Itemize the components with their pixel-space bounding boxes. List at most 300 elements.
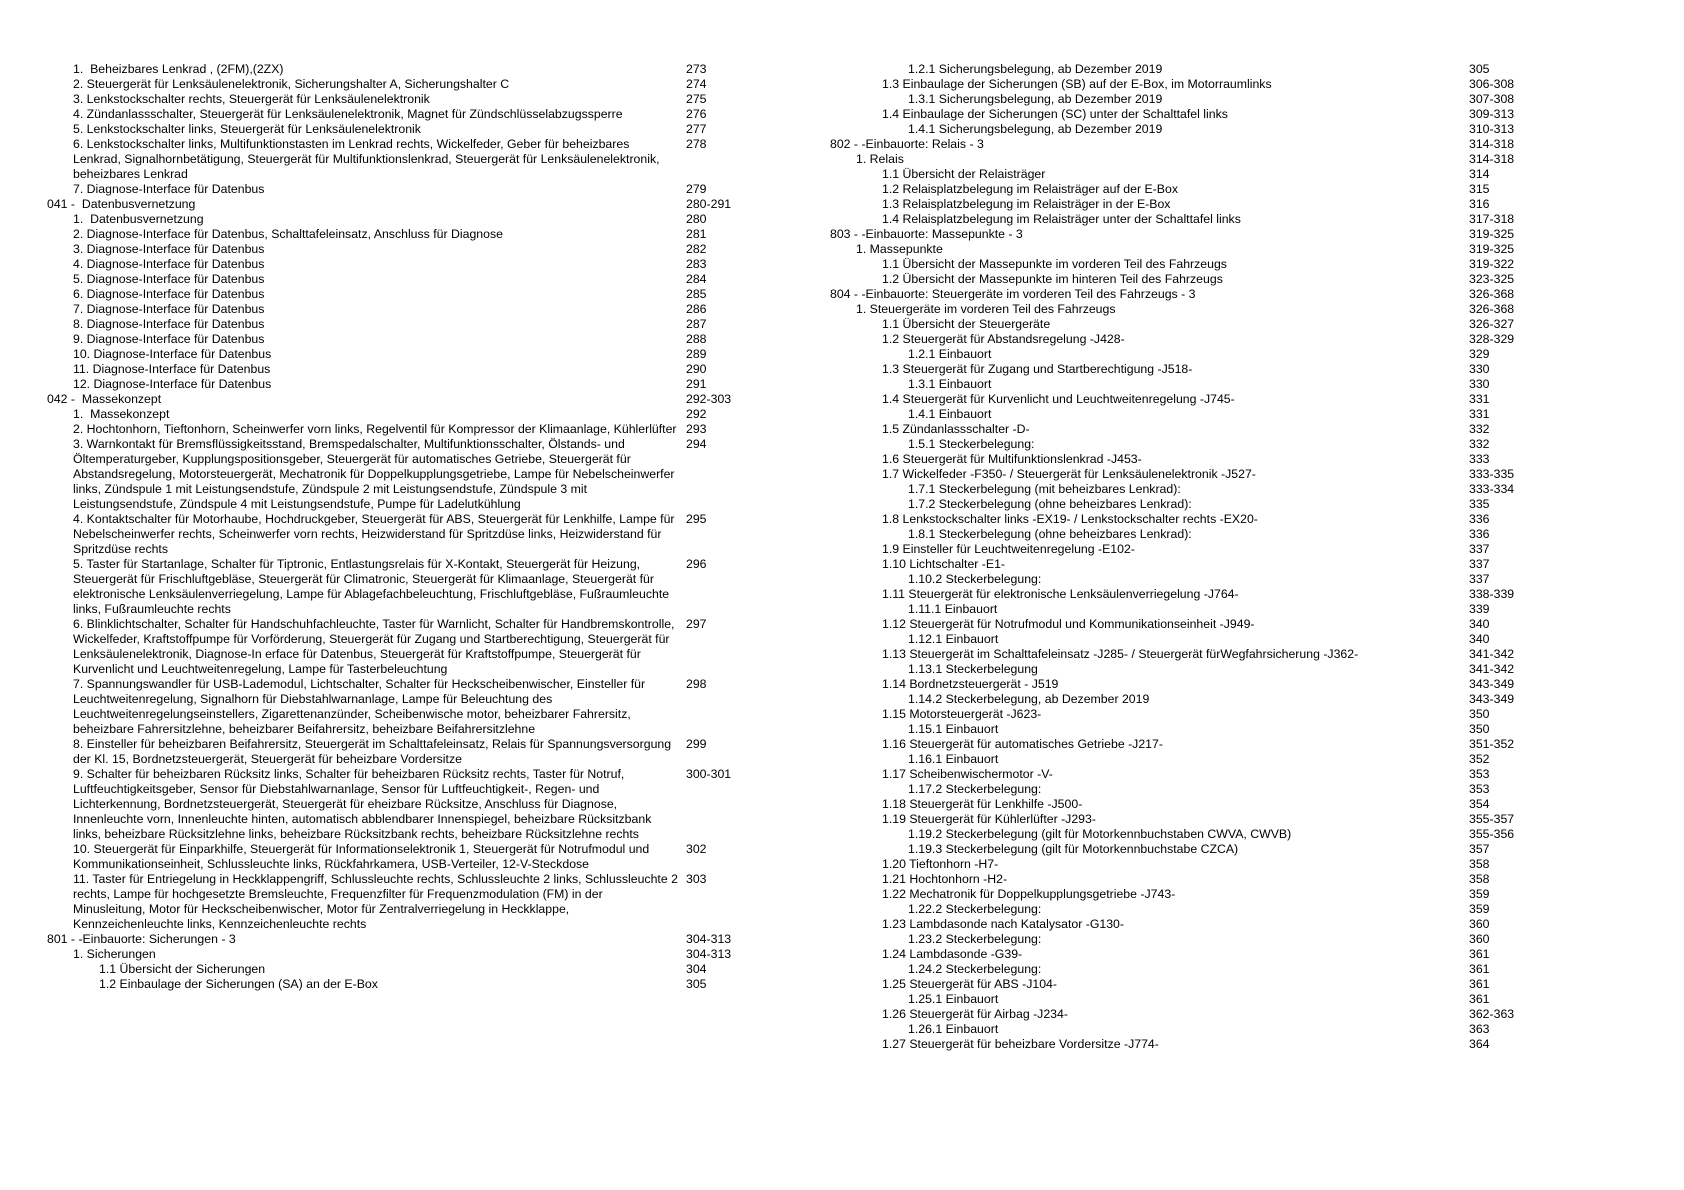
toc-entry-page-number: 287	[686, 317, 707, 331]
toc-entry-text: 1.20 Tieftonhorn -H7-	[882, 857, 999, 871]
toc-entry	[47, 77, 747, 92]
toc-entry-text: 1.4 Relaisplatzbelegung im Relaisträger unter der Schalttafel links	[882, 212, 1241, 226]
toc-entry-page-number: 355-356	[1469, 827, 1515, 841]
toc-entry	[47, 182, 747, 197]
toc-entry	[47, 557, 747, 617]
toc-entry-text: 7. Diagnose-Interface für Datenbus	[73, 182, 265, 196]
toc-entry-text: 1. Massekonzept	[73, 407, 170, 421]
toc-entry	[47, 617, 747, 677]
toc-entry	[830, 902, 1530, 917]
toc-entry	[47, 197, 747, 212]
toc-entry-page-number: 359	[1469, 902, 1490, 916]
toc-entry-text: 1. Beheizbares Lenkrad , (2FM),(2ZX)	[73, 62, 284, 76]
toc-entry-page-number: 296	[686, 557, 707, 571]
toc-entry-page-number: 337	[1469, 542, 1490, 556]
toc-entry-text: 1.19.2 Steckerbelegung (gilt für Motorkennbuchstaben CWVA, CWVB)	[908, 827, 1292, 841]
toc-entry-text: 1.5 Zündanlassschalter -D-	[882, 422, 1030, 436]
toc-entry	[830, 107, 1530, 122]
toc-entry-page-number: 284	[686, 272, 707, 286]
toc-entry-text: 6. Blinklichtschalter, Schalter für Handschuhfachleuchte, Taster für Warnlicht, Schalter für Handbremskontrolle, Wickelfeder, Kraftstoffpumpe für Vorförderung, Steuergerät für Zugang und Startberechtigung, Steuergerät für Lenksäulenelektronik, Diagnose-In erface für Datenbus, Steuergerät für Kraftstoffpumpe, Steuergerät für Kurvenlicht und Leuchtweitenregelung, Lampe für Tasterbeleuchtung	[73, 617, 678, 676]
toc-entry-text: 10. Diagnose-Interface für Datenbus	[73, 347, 272, 361]
toc-entry-text: 10. Steuergerät für Einparkhilfe, Steuergerät für Informationselektronik 1, Steuergerät für Notrufmodul und Kommunikationseinheit, Schlussleuchte links, Rückfahrkamera, USB-Verteiler, 12-V-Steckdose	[73, 842, 653, 871]
toc-entry	[830, 377, 1530, 392]
toc-entry-text: 1.22 Mechatronik für Doppelkupplungsgetriebe -J743-	[882, 887, 1176, 901]
toc-right-column	[830, 62, 1530, 1190]
toc-entry-text: 1.11.1 Einbauort	[908, 602, 998, 616]
toc-entry	[830, 797, 1530, 812]
toc-entry	[830, 617, 1530, 632]
toc-entry-text: 1.25 Steuergerät für ABS -J104-	[882, 977, 1057, 991]
toc-entry	[830, 572, 1530, 587]
toc-entry-text: 3. Lenkstockschalter rechts, Steuergerät für Lenksäulenelektronik	[73, 92, 430, 106]
toc-entry-text: 1.4 Einbaulage der Sicherungen (SC) unter der Schalttafel links	[882, 107, 1228, 121]
toc-entry-text: 2. Hochtonhorn, Tieftonhorn, Scheinwerfer vorn links, Regelventil für Kompressor der Klimaanlage, Kühlerlüfter	[73, 422, 677, 436]
toc-entry-page-number: 326-368	[1469, 302, 1515, 316]
toc-entry-page-number: 358	[1469, 857, 1490, 871]
toc-entry-page-number: 305	[686, 977, 707, 991]
toc-entry-text: 1.26 Steuergerät für Airbag -J234-	[882, 1007, 1068, 1021]
toc-entry	[830, 557, 1530, 572]
toc-entry-text: 1.2 Steuergerät für Abstandsregelung -J428-	[882, 332, 1125, 346]
toc-entry-page-number: 361	[1469, 947, 1490, 961]
toc-entry-page-number: 300-301	[686, 767, 732, 781]
toc-entry	[830, 647, 1530, 662]
toc-entry-page-number: 304	[686, 962, 707, 976]
toc-entry-text: 7. Diagnose-Interface für Datenbus	[73, 302, 265, 316]
toc-entry-text: 1.9 Einsteller für Leuchtweitenregelung -E102-	[882, 542, 1135, 556]
toc-entry-page-number: 319-325	[1469, 242, 1515, 256]
toc-entry-page-number: 279	[686, 182, 707, 196]
toc-entry-page-number: 338-339	[1469, 587, 1515, 601]
toc-entry	[47, 107, 747, 122]
toc-entry-text: 801 - -Einbauorte: Sicherungen - 3	[47, 932, 236, 946]
toc-entry-text: 8. Diagnose-Interface für Datenbus	[73, 317, 265, 331]
toc-entry-page-number: 293	[686, 422, 707, 436]
toc-entry-text: 1.5.1 Steckerbelegung:	[908, 437, 1035, 451]
toc-entry-text: 1.13.1 Steckerbelegung	[908, 662, 1038, 676]
toc-entry	[830, 167, 1530, 182]
toc-entry-page-number: 283	[686, 257, 707, 271]
toc-entry-text: 1.3 Steuergerät für Zugang und Startberechtigung -J518-	[882, 362, 1193, 376]
toc-entry-text: 1.1 Übersicht der Massepunkte im vorderen Teil des Fahrzeugs	[882, 257, 1227, 271]
toc-entry-page-number: 353	[1469, 767, 1490, 781]
toc-entry-page-number: 341-342	[1469, 647, 1515, 661]
toc-entry-text: 1.21 Hochtonhorn -H2-	[882, 872, 1008, 886]
toc-entry-page-number: 340	[1469, 617, 1490, 631]
toc-entry-text: 1.1 Übersicht der Sicherungen	[99, 962, 266, 976]
toc-entry-text: 1.19 Steuergerät für Kühlerlüfter -J293-	[882, 812, 1096, 826]
toc-entry-page-number: 317-318	[1469, 212, 1515, 226]
toc-entry-text: 1. Steuergeräte im vorderen Teil des Fahrzeugs	[856, 302, 1116, 316]
toc-entry-text: 2. Diagnose-Interface für Datenbus, Schalttafeleinsatz, Anschluss für Diagnose	[73, 227, 503, 241]
toc-entry-page-number: 292-303	[686, 392, 732, 406]
toc-entry-page-number: 314-318	[1469, 152, 1515, 166]
toc-entry-text: 9. Diagnose-Interface für Datenbus	[73, 332, 265, 346]
toc-entry	[47, 437, 747, 512]
toc-entry	[830, 977, 1530, 992]
toc-entry-page-number: 333-335	[1469, 467, 1515, 481]
toc-entry-page-number: 361	[1469, 962, 1490, 976]
toc-entry-text: 1.7 Wickelfeder -F350- / Steuergerät für Lenksäulenelektronik -J527-	[882, 467, 1256, 481]
toc-entry-text: 1.22.2 Steckerbelegung:	[908, 902, 1042, 916]
toc-entry	[47, 332, 747, 347]
toc-entry	[47, 287, 747, 302]
toc-entry-page-number: 364	[1469, 1037, 1490, 1051]
toc-entry-page-number: 319-325	[1469, 227, 1515, 241]
toc-entry-page-number: 336	[1469, 512, 1490, 526]
toc-entry	[830, 1007, 1530, 1022]
toc-entry-text: 1.3.1 Einbauort	[908, 377, 992, 391]
toc-entry-page-number: 278	[686, 137, 707, 151]
toc-entry	[47, 122, 747, 137]
toc-entry-text: 11. Taster für Entriegelung in Heckklappengriff, Schlussleuchte rechts, Schlussleuchte 2 links, Schlussleuchte 2 rechts, Lampe für hochgesetzte Bremsleuchte, Frequenzfilter für Frequenzmodulation (FM) in der Minusleitung, Motor für Heckscheibenwischer, Motor für Zentralverriegelung in Heckklappe, Kennzeichenleuchte links, Kennzeichenleuchte rechts	[73, 872, 682, 931]
toc-entry-page-number: 314-318	[1469, 137, 1515, 151]
toc-entry-page-number: 306-308	[1469, 77, 1515, 91]
toc-entry-page-number: 309-313	[1469, 107, 1515, 121]
toc-entry-page-number: 360	[1469, 932, 1490, 946]
toc-entry-page-number: 361	[1469, 977, 1490, 991]
toc-entry	[47, 257, 747, 272]
toc-entry	[830, 632, 1530, 647]
toc-entry	[830, 752, 1530, 767]
toc-entry-page-number: 336	[1469, 527, 1490, 541]
toc-entry-text: 8. Einsteller für beheizbaren Beifahrersitz, Steuergerät im Schalttafeleinsatz, Relais für Spannungsversorgung der Kl. 15, Bordnetzsteuergerät, Steuergerät für beheizbare Vordersitze	[73, 737, 675, 766]
toc-entry-text: 1.2.1 Sicherungsbelegung, ab Dezember 2019	[908, 62, 1163, 76]
toc-entry-text: 1. Massepunkte	[856, 242, 943, 256]
toc-entry-text: 6. Diagnose-Interface für Datenbus	[73, 287, 265, 301]
toc-entry-text: 1.15 Motorsteuergerät -J623-	[882, 707, 1042, 721]
toc-entry-text: 1.10.2 Steckerbelegung:	[908, 572, 1042, 586]
toc-entry	[830, 317, 1530, 332]
toc-entry-page-number: 326-327	[1469, 317, 1515, 331]
toc-entry	[830, 152, 1530, 167]
toc-entry	[47, 962, 747, 977]
toc-entry	[830, 527, 1530, 542]
toc-entry-page-number: 359	[1469, 887, 1490, 901]
toc-entry-text: 1.8 Lenkstockschalter links -EX19- / Lenkstockschalter rechts -EX20-	[882, 512, 1258, 526]
toc-entry-page-number: 274	[686, 77, 707, 91]
toc-entry-page-number: 335	[1469, 497, 1490, 511]
toc-left-column	[47, 62, 747, 1190]
toc-entry	[830, 422, 1530, 437]
toc-entry	[830, 857, 1530, 872]
toc-entry	[47, 512, 747, 557]
toc-entry-page-number: 331	[1469, 407, 1490, 421]
toc-entry	[47, 677, 747, 737]
toc-entry	[830, 467, 1530, 482]
toc-entry-page-number: 333	[1469, 452, 1490, 466]
toc-entry-text: 1.26.1 Einbauort	[908, 1022, 999, 1036]
toc-entry	[830, 767, 1530, 782]
toc-entry-text: 1.4.1 Sicherungsbelegung, ab Dezember 2019	[908, 122, 1163, 136]
toc-entry-text: 3. Warnkontakt für Bremsflüssigkeitsstand, Bremspedalschalter, Multifunktionsschalter, Ölstands- und Öltemperaturgeber, Kupplungspositionsgeber, Steuergerät für automatisches Getriebe, Steuergerät für Abstandsregelung, Motorsteuergerät, Mechatronik für Doppelkupplungsgetriebe, Lampe für Nebelscheinwerfer links, Zündspule 1 mit Leistungsendstufe, Zündspule 2 mit Leistungsendstufe, Zündspule 3 mit Leistungsendstufe, Zündspule 4 mit Leistungsendstufe, Pumpe für Ladelutkühlung	[73, 437, 678, 511]
toc-entry	[47, 767, 747, 842]
toc-entry-page-number: 288	[686, 332, 707, 346]
toc-entry	[830, 212, 1530, 227]
toc-entry	[830, 602, 1530, 617]
toc-entry	[47, 62, 747, 77]
toc-entry-page-number: 337	[1469, 572, 1490, 586]
toc-entry-text: 1.6 Steuergerät für Multifunktionslenkrad -J453-	[882, 452, 1142, 466]
toc-entry-page-number: 332	[1469, 422, 1490, 436]
toc-entry-page-number: 341-342	[1469, 662, 1515, 676]
toc-entry-page-number: 332	[1469, 437, 1490, 451]
toc-entry	[830, 1037, 1530, 1052]
toc-entry	[830, 932, 1530, 947]
toc-entry	[47, 422, 747, 437]
toc-entry-text: 1. Datenbusvernetzung	[73, 212, 204, 226]
toc-entry-text: 1.11 Steuergerät für elektronische Lenksäulenverriegelung -J764-	[882, 587, 1239, 601]
toc-entry	[830, 392, 1530, 407]
toc-entry	[830, 677, 1530, 692]
toc-entry	[830, 947, 1530, 962]
toc-entry-page-number: 354	[1469, 797, 1490, 811]
toc-entry-page-number: 285	[686, 287, 707, 301]
toc-entry-text: 1.3 Einbaulage der Sicherungen (SB) auf der E-Box, im Motorraumlinks	[882, 77, 1272, 91]
toc-entry-page-number: 351-352	[1469, 737, 1515, 751]
toc-entry	[47, 317, 747, 332]
toc-entry-page-number: 291	[686, 377, 707, 391]
toc-entry	[830, 137, 1530, 152]
toc-entry-text: 1.4.1 Einbauort	[908, 407, 992, 421]
toc-entry	[47, 842, 747, 872]
toc-entry-text: 804 - -Einbauorte: Steuergeräte im vorderen Teil des Fahrzeugs - 3	[830, 287, 1196, 301]
toc-entry-page-number: 337	[1469, 557, 1490, 571]
toc-entry	[47, 362, 747, 377]
toc-entry-text: 1.12 Steuergerät für Notrufmodul und Kommunikationseinheit -J949-	[882, 617, 1255, 631]
toc-entry-text: 11. Diagnose-Interface für Datenbus	[73, 362, 271, 376]
toc-entry-page-number: 329	[1469, 347, 1490, 361]
toc-entry	[47, 977, 747, 992]
toc-entry-page-number: 303	[686, 872, 707, 886]
toc-entry	[47, 272, 747, 287]
toc-entry-page-number: 290	[686, 362, 707, 376]
toc-entry	[830, 887, 1530, 902]
toc-entry	[47, 227, 747, 242]
toc-entry	[830, 92, 1530, 107]
toc-entry	[830, 452, 1530, 467]
toc-entry	[830, 962, 1530, 977]
toc-entry-page-number: 326-368	[1469, 287, 1515, 301]
toc-entry-text: 1.18 Steuergerät für Lenkhilfe -J500-	[882, 797, 1083, 811]
toc-entry	[47, 947, 747, 962]
toc-entry	[47, 302, 747, 317]
toc-entry-text: 1.27 Steuergerät für beheizbare Vordersitze -J774-	[882, 1037, 1159, 1051]
toc-entry-text: 1.7.1 Steckerbelegung (mit beheizbares Lenkrad):	[908, 482, 1181, 496]
toc-entry-text: 1.3 Relaisplatzbelegung im Relaisträger in der E-Box	[882, 197, 1171, 211]
toc-entry	[47, 137, 747, 182]
toc-entry-text: 1.4 Steuergerät für Kurvenlicht und Leuchtweitenregelung -J745-	[882, 392, 1235, 406]
toc-entry-text: 1.17.2 Steckerbelegung:	[908, 782, 1042, 796]
toc-entry-page-number: 355-357	[1469, 812, 1515, 826]
toc-entry-page-number: 361	[1469, 992, 1490, 1006]
toc-entry-text: 4. Zündanlassschalter, Steuergerät für Lenksäulenelektronik, Magnet für Zündschlüsselabzugssperre	[73, 107, 623, 121]
toc-entry-page-number: 310-313	[1469, 122, 1515, 136]
toc-entry-page-number: 363	[1469, 1022, 1490, 1036]
toc-entry-page-number: 362-363	[1469, 1007, 1515, 1021]
toc-entry-page-number: 314	[1469, 167, 1490, 181]
toc-entry	[830, 362, 1530, 377]
toc-entry-text: 1.14.2 Steckerbelegung, ab Dezember 2019	[908, 692, 1150, 706]
toc-entry-text: 1.2 Übersicht der Massepunkte im hinteren Teil des Fahrzeugs	[882, 272, 1223, 286]
toc-entry-page-number: 304-313	[686, 932, 732, 946]
toc-entry-text: 1.19.3 Steckerbelegung (gilt für Motorkennbuchstabe CZCA)	[908, 842, 1239, 856]
toc-entry	[830, 497, 1530, 512]
toc-entry-text: 4. Kontaktschalter für Motorhaube, Hochdruckgeber, Steuergerät für ABS, Steuergerät für Lenkhilfe, Lampe für Nebelscheinwerfer rechts, Scheinwerfer vorn rechts, Heizwiderstand für Spritzdüse links, Heizwiderstand für Spritzdüse rechts	[73, 512, 678, 556]
toc-entry-text: 3. Diagnose-Interface für Datenbus	[73, 242, 265, 256]
toc-entry-text: 1.25.1 Einbauort	[908, 992, 999, 1006]
toc-entry	[47, 392, 747, 407]
toc-entry-text: 9. Schalter für beheizbaren Rücksitz links, Schalter für beheizbaren Rücksitz rechts, Taster für Notruf, Luftfeuchtigkeitsgeber, Sensor für Diebstahlwarnanlage, Sensor für Luftfeuchtigkeit-, Regen- und Lichterkennung, Bordnetzsteuergerät, Steuergerät für eheizbare Rücksitze, Anschluss für Diagnose, Innenleuchte vorn, Innenleuchte hinten, automatisch abblendbarer Innenspiegel, beheizbare Rücksitzbank links, beheizbare Rücksitzlehne links, beheizbare Rücksitzbank rechts, beheizbare Rücksitzlehne rechts	[73, 767, 655, 841]
toc-entry-text: 1.16 Steuergerät für automatisches Getriebe -J217-	[882, 737, 1163, 751]
toc-entry	[830, 827, 1530, 842]
toc-entry-page-number: 298	[686, 677, 707, 691]
toc-entry-text: 1.17 Scheibenwischermotor -V-	[882, 767, 1053, 781]
toc-entry-text: 5. Diagnose-Interface für Datenbus	[73, 272, 265, 286]
toc-entry	[830, 332, 1530, 347]
toc-entry	[830, 197, 1530, 212]
toc-entry	[47, 377, 747, 392]
toc-entry-text: 1.14 Bordnetzsteuergerät - J519	[882, 677, 1059, 691]
toc-entry-page-number: 294	[686, 437, 707, 451]
toc-entry	[830, 227, 1530, 242]
toc-entry-text: 1.12.1 Einbauort	[908, 632, 999, 646]
toc-entry-page-number: 319-322	[1469, 257, 1515, 271]
toc-entry-text: 1.15.1 Einbauort	[908, 722, 999, 736]
toc-entry	[830, 257, 1530, 272]
toc-entry	[830, 692, 1530, 707]
toc-entry-page-number: 350	[1469, 707, 1490, 721]
toc-entry	[47, 212, 747, 227]
toc-entry-text: 1.2 Einbaulage der Sicherungen (SA) an der E-Box	[99, 977, 378, 991]
toc-entry-text: 4. Diagnose-Interface für Datenbus	[73, 257, 265, 271]
toc-entry-page-number: 343-349	[1469, 692, 1515, 706]
toc-entry	[830, 122, 1530, 137]
toc-entry-text: 1.24.2 Steckerbelegung:	[908, 962, 1042, 976]
toc-entry-page-number: 280	[686, 212, 707, 226]
toc-entry-text: 7. Spannungswandler für USB-Lademodul, Lichtschalter, Schalter für Heckscheibenwischer, Einsteller für Leuchtweitenregelung, Signalhorn für Diebstahlwarnanlage, Lampe für Beleuchtung des Leuchtweitenregelungseinstellers, Zigarettenanzünder, Scheibenwische motor, beheizbarer Fahrersitz, beheizbare Fahrersitzlehne, beheizbarer Beifahrersitz, beheizbare Beifahrersitzlehne	[73, 677, 649, 736]
toc-entry	[47, 407, 747, 422]
toc-entry-page-number: 352	[1469, 752, 1490, 766]
toc-entry-page-number: 315	[1469, 182, 1490, 196]
toc-entry	[830, 437, 1530, 452]
toc-entry-page-number: 289	[686, 347, 707, 361]
toc-entry	[830, 512, 1530, 527]
toc-entry-text: 1.2.1 Einbauort	[908, 347, 992, 361]
toc-entry	[830, 242, 1530, 257]
toc-entry	[830, 812, 1530, 827]
toc-entry	[47, 872, 747, 932]
toc-entry	[830, 992, 1530, 1007]
toc-entry-text: 2. Steuergerät für Lenksäulenelektronik, Sicherungshalter A, Sicherungshalter C	[73, 77, 510, 91]
toc-entry-page-number: 333-334	[1469, 482, 1515, 496]
toc-entry-text: 1.7.2 Steckerbelegung (ohne beheizbares Lenkrad):	[908, 497, 1192, 511]
toc-entry-text: 803 - -Einbauorte: Massepunkte - 3	[830, 227, 1023, 241]
toc-entry-page-number: 340	[1469, 632, 1490, 646]
toc-entry-text: 1.8.1 Steckerbelegung (ohne beheizbares Lenkrad):	[908, 527, 1192, 541]
toc-entry	[830, 662, 1530, 677]
toc-entry-page-number: 302	[686, 842, 707, 856]
toc-entry	[47, 242, 747, 257]
toc-entry-text: 1.3.1 Sicherungsbelegung, ab Dezember 2019	[908, 92, 1163, 106]
toc-entry-text: 1.13 Steuergerät im Schalttafeleinsatz -J285- / Steuergerät fürWegfahrsicherung -J362-	[882, 647, 1359, 661]
toc-entry	[830, 1022, 1530, 1037]
toc-entry	[830, 62, 1530, 77]
toc-entry-page-number: 276	[686, 107, 707, 121]
toc-entry-text: 802 - -Einbauorte: Relais - 3	[830, 137, 984, 151]
toc-entry-page-number: 282	[686, 242, 707, 256]
toc-entry-text: 6. Lenkstockschalter links, Multifunktionstasten im Lenkrad rechts, Wickelfeder, Geber für beheizbares Lenkrad, Signalhornbetätigung, Steuergerät für Multifunktionslenkrad, Steuergerät für Lenksäulenelektronik, beheizbares Lenkrad	[73, 137, 663, 181]
toc-entry	[830, 542, 1530, 557]
toc-entry-text: 12. Diagnose-Interface für Datenbus	[73, 377, 272, 391]
toc-entry-page-number: 295	[686, 512, 707, 526]
toc-entry-page-number: 360	[1469, 917, 1490, 931]
toc-entry	[830, 302, 1530, 317]
toc-entry-page-number: 350	[1469, 722, 1490, 736]
toc-entry	[830, 872, 1530, 887]
toc-entry-page-number: 330	[1469, 362, 1490, 376]
toc-entry	[830, 77, 1530, 92]
toc-entry-page-number: 316	[1469, 197, 1490, 211]
toc-entry-page-number: 304-313	[686, 947, 732, 961]
toc-entry-page-number: 277	[686, 122, 707, 136]
toc-entry-page-number: 275	[686, 92, 707, 106]
toc-entry-page-number: 339	[1469, 602, 1490, 616]
toc-entry-page-number: 357	[1469, 842, 1490, 856]
toc-entry	[830, 272, 1530, 287]
toc-entry-page-number: 328-329	[1469, 332, 1515, 346]
toc-entry-page-number: 305	[1469, 62, 1490, 76]
toc-entry-text: 1. Relais	[856, 152, 904, 166]
toc-entry-page-number: 323-325	[1469, 272, 1515, 286]
toc-entry-text: 1.23 Lambdasonde nach Katalysator -G130-	[882, 917, 1124, 931]
toc-entry-page-number: 353	[1469, 782, 1490, 796]
toc-entry	[830, 182, 1530, 197]
toc-entry-page-number: 343-349	[1469, 677, 1515, 691]
toc-entry	[830, 287, 1530, 302]
toc-entry-text: 042 - Massekonzept	[47, 392, 162, 406]
toc-entry-page-number: 331	[1469, 392, 1490, 406]
toc-entry-page-number: 281	[686, 227, 707, 241]
toc-entry-page-number: 273	[686, 62, 707, 76]
toc-entry-page-number: 330	[1469, 377, 1490, 391]
toc-entry-text: 1.1 Übersicht der Relaisträger	[882, 167, 1046, 181]
toc-entry-text: 1.23.2 Steckerbelegung:	[908, 932, 1042, 946]
toc-entry	[830, 782, 1530, 797]
toc-entry	[830, 347, 1530, 362]
toc-entry	[47, 347, 747, 362]
toc-entry-text: 1.16.1 Einbauort	[908, 752, 999, 766]
toc-entry	[830, 737, 1530, 752]
toc-entry-text: 1.24 Lambdasonde -G39-	[882, 947, 1023, 961]
toc-entry-page-number: 280-291	[686, 197, 732, 211]
toc-entry-text: 5. Lenkstockschalter links, Steuergerät für Lenksäulenelektronik	[73, 122, 421, 136]
toc-entry	[830, 842, 1530, 857]
toc-entry-page-number: 286	[686, 302, 707, 316]
toc-entry	[830, 587, 1530, 602]
toc-entry-text: 1.1 Übersicht der Steuergeräte	[882, 317, 1051, 331]
toc-entry-text: 1.2 Relaisplatzbelegung im Relaisträger auf der E-Box	[882, 182, 1178, 196]
toc-entry	[830, 707, 1530, 722]
toc-entry	[47, 932, 747, 947]
toc-entry	[830, 917, 1530, 932]
toc-entry-text: 5. Taster für Startanlage, Schalter für Tiptronic, Entlastungsrelais für X-Kontakt, Steuergerät für Heizung, Steuergerät für Frischluftgebläse, Steuergerät für Climatronic, Steuergerät für Klimaanlage, Steuergerät für elektronische Lenksäulenverriegelung, Lampe für Ablagefachbeleuchtung, Frischluftgebläse, Fußraumleuchte links, Fußraumleuchte rechts	[73, 557, 673, 616]
toc-entry	[830, 482, 1530, 497]
toc-entry	[47, 737, 747, 767]
toc-entry	[47, 92, 747, 107]
toc-entry-page-number: 307-308	[1469, 92, 1515, 106]
toc-entry	[830, 722, 1530, 737]
